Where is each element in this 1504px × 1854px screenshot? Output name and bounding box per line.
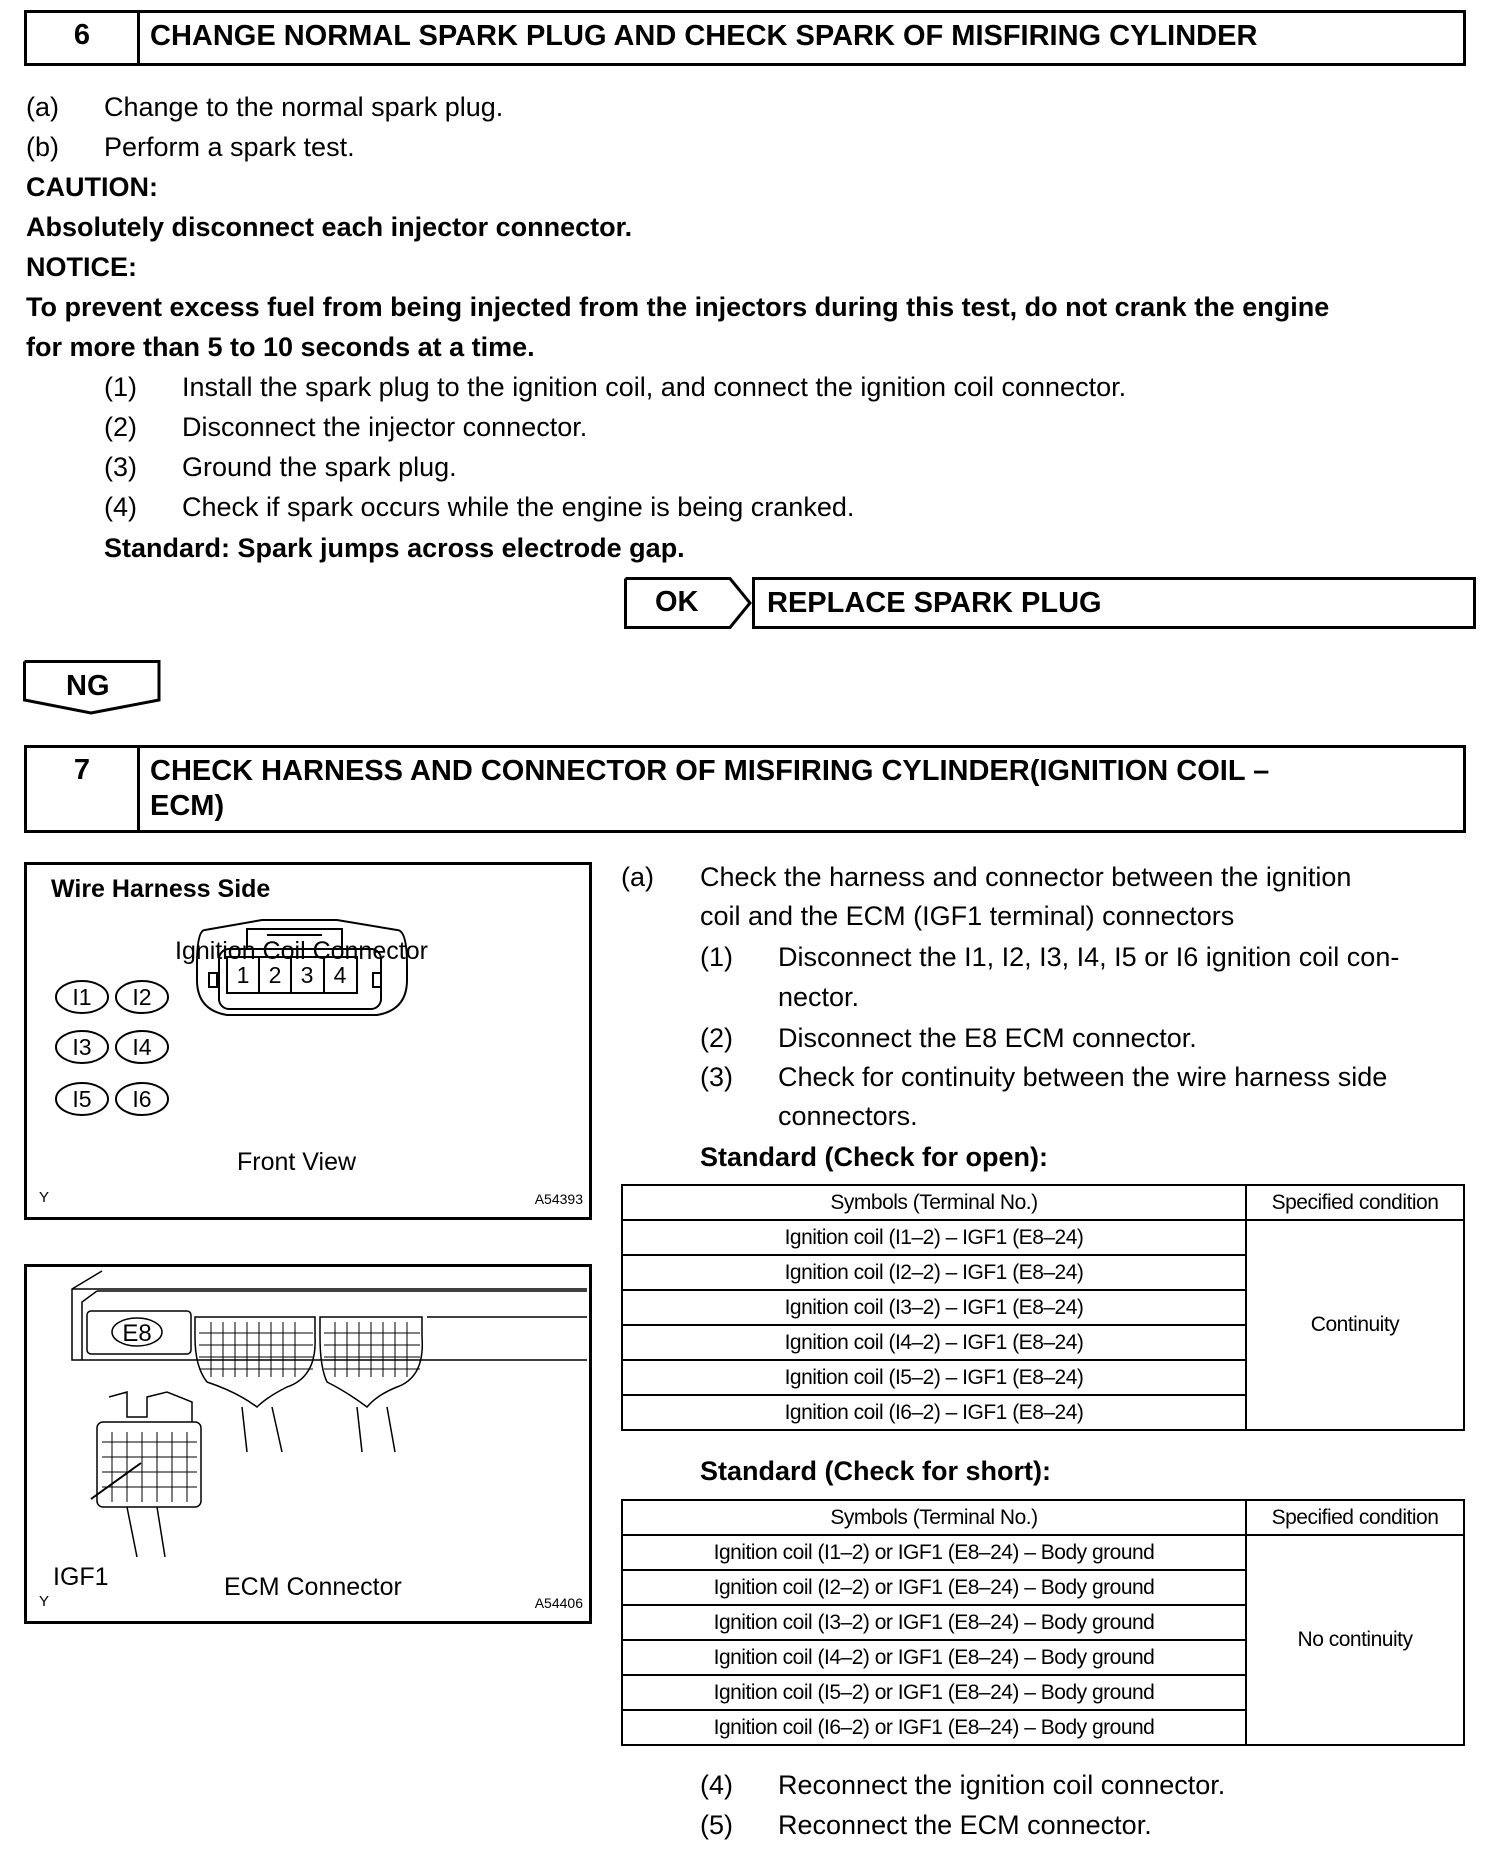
subitem-3 bbox=[104, 451, 457, 483]
cell: Ignition coil (I5–2) or IGF1 (E8–24) – Body ground bbox=[622, 1675, 1246, 1710]
text: Disconnect the E8 ECM connector. bbox=[778, 1023, 1197, 1053]
text: Check if spark occurs while the engine is being cranked. bbox=[182, 492, 855, 522]
step7-sub3-cont: connectors. bbox=[778, 1101, 918, 1131]
label: (4) bbox=[104, 492, 137, 522]
connector-label: I4 bbox=[132, 1034, 152, 1060]
title-line: CHECK HARNESS AND CONNECTOR OF MISFIRING CYLINDER(IGNITION COIL – bbox=[150, 755, 1270, 787]
notice-text-1: To prevent excess fuel from being injected from the injectors during this test, do not crank the engine bbox=[26, 292, 1330, 322]
header-cell: Specified condition bbox=[1246, 1185, 1464, 1220]
header-cell: Symbols (Terminal No.) bbox=[622, 1500, 1246, 1535]
step-number: 7 bbox=[27, 748, 140, 830]
subitem-4 bbox=[104, 491, 854, 523]
label: (3) bbox=[104, 452, 137, 482]
step7-sub2 bbox=[700, 1022, 1197, 1054]
ecm-drawing bbox=[27, 1267, 589, 1621]
text: Ground the spark plug. bbox=[182, 452, 457, 482]
title-line: ECM) bbox=[150, 790, 225, 822]
item-a bbox=[26, 91, 503, 123]
connector-label: I3 bbox=[72, 1034, 92, 1060]
cell: Ignition coil (I6–2) – IGF1 (E8–24) bbox=[622, 1395, 1246, 1430]
step7-sub1-cont: nector. bbox=[778, 982, 860, 1012]
text: Perform a spark test. bbox=[104, 132, 355, 162]
caution-label: CAUTION: bbox=[26, 172, 158, 202]
e8-label: E8 bbox=[122, 1320, 152, 1347]
step7-a-line2: coil and the ECM (IGF1 terminal) connectors bbox=[700, 901, 1235, 931]
condition-cell: No continuity bbox=[1246, 1535, 1464, 1745]
label: (4) bbox=[700, 1770, 733, 1800]
figure-caption: Ignition Coil Connector bbox=[175, 937, 428, 965]
open-standard-title: Standard (Check for open): bbox=[700, 1142, 1049, 1172]
ok-label: OK bbox=[655, 586, 699, 618]
figure-ecm-connector bbox=[24, 1264, 592, 1624]
step7-sub1 bbox=[700, 941, 1399, 973]
cell: Ignition coil (I6–2) or IGF1 (E8–24) – Body ground bbox=[622, 1710, 1246, 1745]
connector-label: I5 bbox=[72, 1086, 92, 1112]
label: (1) bbox=[700, 942, 733, 972]
item-b bbox=[26, 131, 355, 163]
step-title: CHANGE NORMAL SPARK PLUG AND CHECK SPARK OF MISFIRING CYLINDER bbox=[150, 20, 1258, 52]
cell: Ignition coil (I4–2) or IGF1 (E8–24) – Body ground bbox=[622, 1640, 1246, 1675]
cell: Ignition coil (I5–2) – IGF1 (E8–24) bbox=[622, 1360, 1246, 1395]
cell: Ignition coil (I4–2) – IGF1 (E8–24) bbox=[622, 1325, 1246, 1360]
connector-label: I2 bbox=[132, 984, 152, 1010]
label: (2) bbox=[700, 1023, 733, 1053]
step-title bbox=[140, 748, 1463, 830]
text: Change to the normal spark plug. bbox=[104, 92, 504, 122]
text: Check for continuity between the wire harness side bbox=[778, 1062, 1388, 1092]
corner-mark: Y bbox=[39, 1593, 50, 1610]
cell: Ignition coil (I2–2) or IGF1 (E8–24) – Body ground bbox=[622, 1570, 1246, 1605]
figure-code: A54406 bbox=[534, 1595, 583, 1611]
label: (a) bbox=[26, 92, 59, 122]
text: Reconnect the ECM connector. bbox=[778, 1810, 1152, 1840]
step7-sub4 bbox=[700, 1769, 1225, 1801]
label: (3) bbox=[700, 1062, 733, 1092]
figure-title: Wire Harness Side bbox=[51, 875, 271, 903]
label: (2) bbox=[104, 412, 137, 442]
cell: Ignition coil (I3–2) or IGF1 (E8–24) – Body ground bbox=[622, 1605, 1246, 1640]
pin-label: 2 bbox=[268, 962, 282, 988]
step-number: 6 bbox=[27, 13, 140, 63]
condition-cell: Continuity bbox=[1246, 1220, 1464, 1430]
cell: Ignition coil (I1–2) – IGF1 (E8–24) bbox=[622, 1220, 1246, 1255]
text: Reconnect the ignition coil connector. bbox=[778, 1770, 1226, 1800]
text: Install the spark plug to the ignition coil, and connect the ignition coil connector. bbox=[182, 372, 1127, 402]
figure-wire-harness bbox=[24, 862, 592, 1220]
step7-a-label: (a) bbox=[621, 862, 654, 892]
step7-a-line1: Check the harness and connector between the ignition bbox=[700, 862, 1352, 892]
ok-result: REPLACE SPARK PLUG bbox=[752, 577, 1476, 629]
header-cell: Specified condition bbox=[1246, 1500, 1464, 1535]
table-header bbox=[622, 1185, 1464, 1220]
corner-mark: Y bbox=[39, 1189, 50, 1206]
pin-label: 3 bbox=[300, 962, 314, 988]
table-header bbox=[622, 1500, 1464, 1535]
figure-code: A54393 bbox=[534, 1191, 583, 1207]
step-7-header bbox=[24, 745, 1466, 833]
subitem-1 bbox=[104, 371, 1126, 403]
cell: Ignition coil (I1–2) or IGF1 (E8–24) – Body ground bbox=[622, 1535, 1246, 1570]
pin-label: 4 bbox=[333, 962, 347, 988]
table-row bbox=[622, 1220, 1464, 1255]
short-standard-title: Standard (Check for short): bbox=[700, 1456, 1052, 1486]
short-check-table bbox=[621, 1499, 1465, 1746]
step-6-header bbox=[24, 10, 1466, 66]
subitem-2 bbox=[104, 411, 587, 443]
text: Disconnect the injector connector. bbox=[182, 412, 588, 442]
notice-text-2: for more than 5 to 10 seconds at a time. bbox=[26, 332, 535, 362]
label: (5) bbox=[700, 1810, 733, 1840]
open-check-table bbox=[621, 1184, 1465, 1431]
caution-text: Absolutely disconnect each injector connector. bbox=[26, 212, 633, 242]
label: (b) bbox=[26, 132, 59, 162]
standard: Standard: Spark jumps across electrode gap. bbox=[104, 533, 685, 563]
header-cell: Symbols (Terminal No.) bbox=[622, 1185, 1246, 1220]
notice-label: NOTICE: bbox=[26, 252, 137, 282]
pin-label: 1 bbox=[236, 962, 250, 988]
cell: Ignition coil (I3–2) – IGF1 (E8–24) bbox=[622, 1290, 1246, 1325]
connector-label: I1 bbox=[72, 984, 92, 1010]
igf1-label: IGF1 bbox=[53, 1563, 109, 1591]
label: (1) bbox=[104, 372, 137, 402]
text: Disconnect the I1, I2, I3, I4, I5 or I6 ignition coil con- bbox=[778, 942, 1400, 972]
step7-sub3 bbox=[700, 1061, 1387, 1093]
figure-caption: ECM Connector bbox=[224, 1573, 402, 1601]
connector-label: I6 bbox=[132, 1086, 152, 1112]
step7-sub5 bbox=[700, 1809, 1152, 1841]
table-row bbox=[622, 1535, 1464, 1570]
cell: Ignition coil (I2–2) – IGF1 (E8–24) bbox=[622, 1255, 1246, 1290]
ng-label: NG bbox=[66, 670, 110, 702]
view-label: Front View bbox=[237, 1148, 357, 1176]
